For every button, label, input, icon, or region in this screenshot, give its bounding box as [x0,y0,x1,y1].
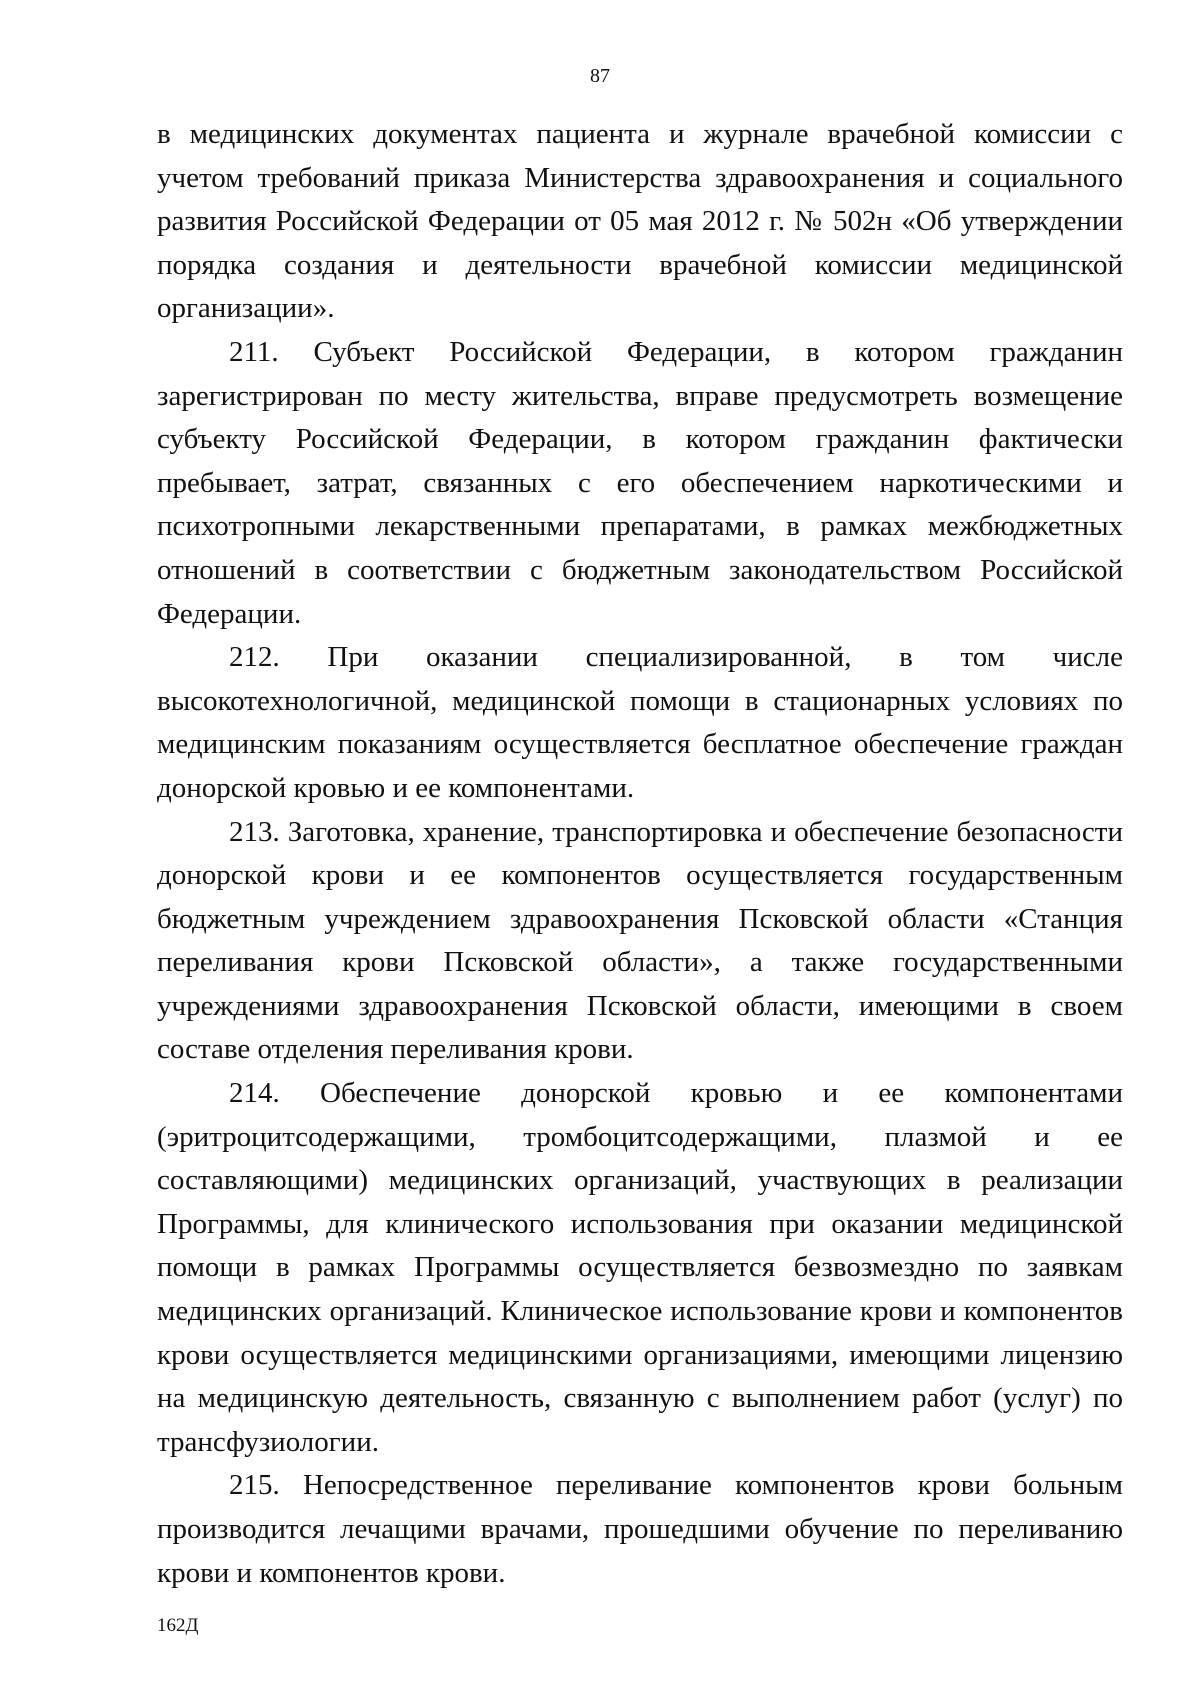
paragraph-212: 212. При оказании специализированной, в том числе высокотехнологичной, медицинской помощи в стационарных условиях по медицинским показаниям осуществляется бесплатное обеспечение граждан донорской кровью и ее компонентами. [157,641,1123,804]
paragraph-211: 211. Субъект Российской Федерации, в котором гражданин зарегистрирован по месту жительства, вправе предусмотреть возмещение субъекту Российской Федерации, в котором гражданин фактически пребывает, затрат, связанных с его обеспечением наркотическими и психотропными лекарственными препаратами, в рамках межбюджетных отношений в соответствии с бюджетным законодательством Российской Федерации. [157,335,1123,630]
paragraph-continuation: в медицинских документах пациента и журнале врачебной комиссии с учетом требований приказа Министерства здравоохранения и социального развития Российской Федерации от 05 мая 2012 г. № 502н «Об утверждении порядка создания и деятельности врачебной комиссии медицинской организации». [157,118,1123,325]
page-number: 87 [590,65,610,87]
paragraph-213: 213. Заготовка, хранение, транспортировка и обеспечение безопасности донорской крови и ее компонентов осуществляется государственным бюджетным учреждением здравоохранения Псковской области «Станция переливания крови Псковской области», а также государственными учреждениями здравоохранения Псковской области, имеющими в своем составе отделения переливания крови. [157,815,1123,1066]
paragraph-214: 214. Обеспечение донорской кровью и ее компонентами (эритроцитсодержащими, тромбоцитсодержащими, плазмой и ее составляющими) медицинских организаций, участвующих в реализации Программы, для клинического использования при оказании медицинской помощи в рамках Программы осуществляется безвозмездно по заявкам медицинских организаций. Клиническое использование крови и компонентов крови осуществляется медицинскими организациями, имеющими лицензию на медицинскую деятельность, связанную с выполнением работ (услуг) по трансфузиологии. [157,1077,1123,1458]
paragraph-215: 215. Непосредственное переливание компонентов крови больным производится лечащими врачами, прошедшими обучение по переливанию крови и компонентов крови. [157,1469,1123,1589]
document-code: 162Д [157,1615,199,1636]
document-body [157,113,1123,1595]
